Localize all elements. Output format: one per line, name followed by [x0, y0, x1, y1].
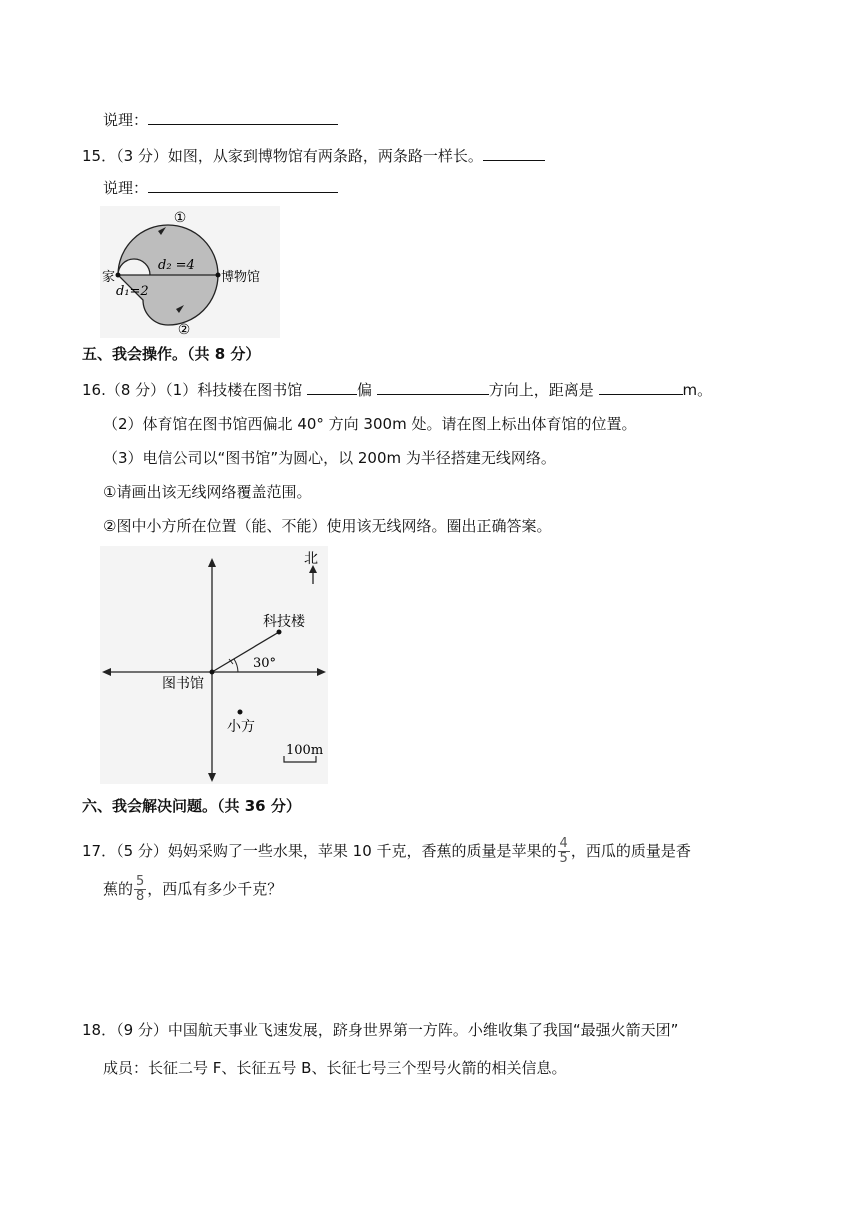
- q16-score: （8 分）: [105, 381, 166, 399]
- q16-part1-unit: m。: [682, 381, 713, 399]
- q17-frac2-den: 8: [136, 889, 145, 904]
- xiaofang-label: 小方: [227, 719, 255, 735]
- q15-text: 如图，从家到博物馆有两条路，两条路一样长。: [167, 147, 483, 165]
- q15-number: 15．: [82, 147, 117, 165]
- q17-text-d: ，西瓜有多少千克？: [147, 880, 283, 898]
- q16-part2: （2）体育馆在图书馆西偏北 40° 方向 300m 处。请在图上标出体育馆的位置。: [103, 415, 637, 433]
- xiaofang-point: [238, 710, 243, 715]
- section6-title: 六、我会解决问题。（共 36 分）: [82, 797, 301, 815]
- q18-text-a: 中国航天事业飞速发展，跻身世界第一方阵。小维收集了我国“最强火箭天团”: [167, 1021, 679, 1039]
- q17-line2: [103, 872, 282, 906]
- q17-text-b: ，西瓜的质量是香: [570, 842, 691, 860]
- q17-number: 17．: [82, 842, 117, 860]
- q16-map-figure: [100, 546, 328, 784]
- route2-label: ②: [177, 322, 191, 338]
- q14-answer-blank[interactable]: [148, 110, 338, 125]
- q18-line1: [82, 1020, 678, 1040]
- q15-score: （3 分）: [116, 147, 168, 165]
- q17-line1: [82, 834, 691, 868]
- q15-explain-label: 说理：: [103, 179, 149, 197]
- d2-label: d₂ =4: [158, 258, 195, 273]
- section5-title: 五、我会操作。（共 8 分）: [82, 345, 261, 363]
- q15-explain-blank[interactable]: [148, 178, 338, 193]
- museum-point: [216, 273, 221, 278]
- angle-label: 30°: [253, 656, 277, 671]
- q15-explain: [103, 178, 338, 198]
- q14-explain-label: 说理：: [103, 111, 149, 129]
- q16-sub1: ①请画出该无线网络覆盖范围。: [103, 483, 312, 501]
- q17-frac1-num: 4: [559, 836, 568, 851]
- d1-label: d₁=2: [116, 284, 149, 299]
- q18-score: （9 分）: [116, 1021, 168, 1039]
- q16-sub2: ②图中小方所在位置（能、不能）使用该无线网络。圈出正确答案。: [103, 517, 552, 535]
- q15-question: [82, 146, 545, 166]
- q17-score: （5 分）: [116, 842, 168, 860]
- route1-label: ①: [173, 210, 187, 226]
- q17-frac2-num: 5: [136, 874, 145, 889]
- q16-distance-blank[interactable]: [599, 380, 683, 395]
- library-point: [210, 670, 215, 675]
- scale-label: 100m: [286, 743, 324, 758]
- q14-explain: [103, 110, 338, 130]
- q18-number: 18．: [82, 1021, 117, 1039]
- q17-fraction-5-8: [134, 875, 146, 904]
- museum-label: 博物馆: [221, 270, 261, 285]
- q17-frac1-den: 5: [559, 851, 568, 866]
- north-label: 北: [304, 551, 318, 567]
- q16-part1-b: 偏: [356, 381, 377, 399]
- q18-line2: 成员：长征二号 F、长征五号 B、长征七号三个型号火箭的相关信息。: [103, 1059, 567, 1077]
- q16-part3: （3）电信公司以“图书馆”为圆心，以 200m 为半径搭建无线网络。: [103, 449, 556, 467]
- q17-text-a: 妈妈采购了一些水果，苹果 10 千克，香蕉的质量是苹果的: [167, 842, 557, 860]
- q16-part1-a: （1）科技楼在图书馆: [165, 381, 307, 399]
- q15-answer-blank[interactable]: [483, 146, 545, 161]
- q17-text-c: 蕉的: [103, 880, 134, 898]
- tech-point: [277, 630, 282, 635]
- q16-angle-blank[interactable]: [377, 380, 489, 395]
- tech-label: 科技楼: [263, 614, 305, 630]
- q17-fraction-4-5: [558, 837, 570, 866]
- q16-part1-c: 方向上，距离是: [488, 381, 599, 399]
- q16-number: 16.: [82, 381, 106, 399]
- home-label: 家: [102, 270, 116, 285]
- q16-part1: [82, 380, 712, 400]
- library-label: 图书馆: [162, 676, 204, 692]
- home-point: [116, 273, 121, 278]
- q16-direction-blank[interactable]: [307, 380, 357, 395]
- q15-route-figure: [100, 206, 280, 338]
